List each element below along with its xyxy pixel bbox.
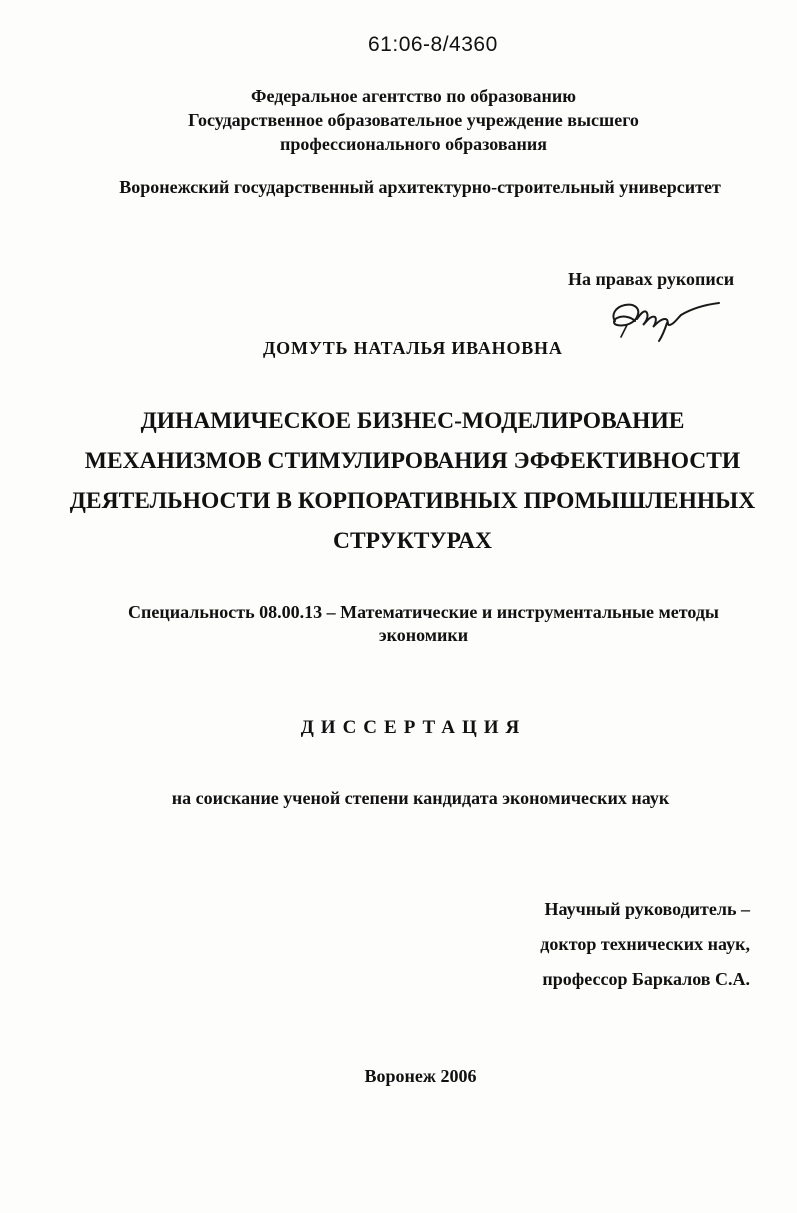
- title-line-4: СТРУКТУРАХ: [333, 528, 492, 554]
- university-name: Воронежский государственный архитектурно-строительный университет: [119, 177, 721, 197]
- document-type: ДИССЕРТАЦИЯ: [300, 717, 527, 738]
- supervisor-line-1: Научный руководитель –: [544, 899, 750, 919]
- supervisor-line-3: профессор Баркалов С.А.: [542, 969, 750, 989]
- manuscript-note: На правах рукописи: [568, 269, 735, 289]
- specialty-line-1: Специальность 08.00.13 – Математические и инструментальные методы: [128, 602, 719, 622]
- degree-statement: на соискание ученой степени кандидата экономических наук: [171, 788, 670, 808]
- title-line-1: ДИНАМИЧЕСКОЕ БИЗНЕС-МОДЕЛИРОВАНИЕ: [140, 408, 685, 434]
- supervisor-line-2: доктор технических наук,: [540, 934, 750, 954]
- organization-line-3: профессионального образования: [279, 134, 548, 154]
- specialty-line-2: экономики: [378, 625, 469, 645]
- supervisor-block: [0, 892, 750, 997]
- organization-line-2: Государственное образовательное учреждение высшего: [188, 110, 639, 130]
- specialty: [25, 601, 797, 647]
- place-year: Воронеж 2006: [364, 1066, 477, 1086]
- handwritten-signature: [607, 295, 722, 343]
- organization-line-1: Федеральное агентство по образованию: [250, 86, 577, 106]
- catalog-number: 61:06-8/4360: [368, 33, 498, 56]
- author-name: ДОМУТЬ НАТАЛЬЯ ИВАНОВНА: [263, 338, 563, 358]
- dissertation-title: [14, 401, 797, 561]
- title-line-3: ДЕЯТЕЛЬНОСТИ В КОРПОРАТИВНЫХ ПРОМЫШЛЕННЫХ: [69, 488, 756, 514]
- organization-header: [15, 84, 797, 156]
- title-line-2: МЕХАНИЗМОВ СТИМУЛИРОВАНИЯ ЭФФЕКТИВНОСТИ: [84, 448, 741, 474]
